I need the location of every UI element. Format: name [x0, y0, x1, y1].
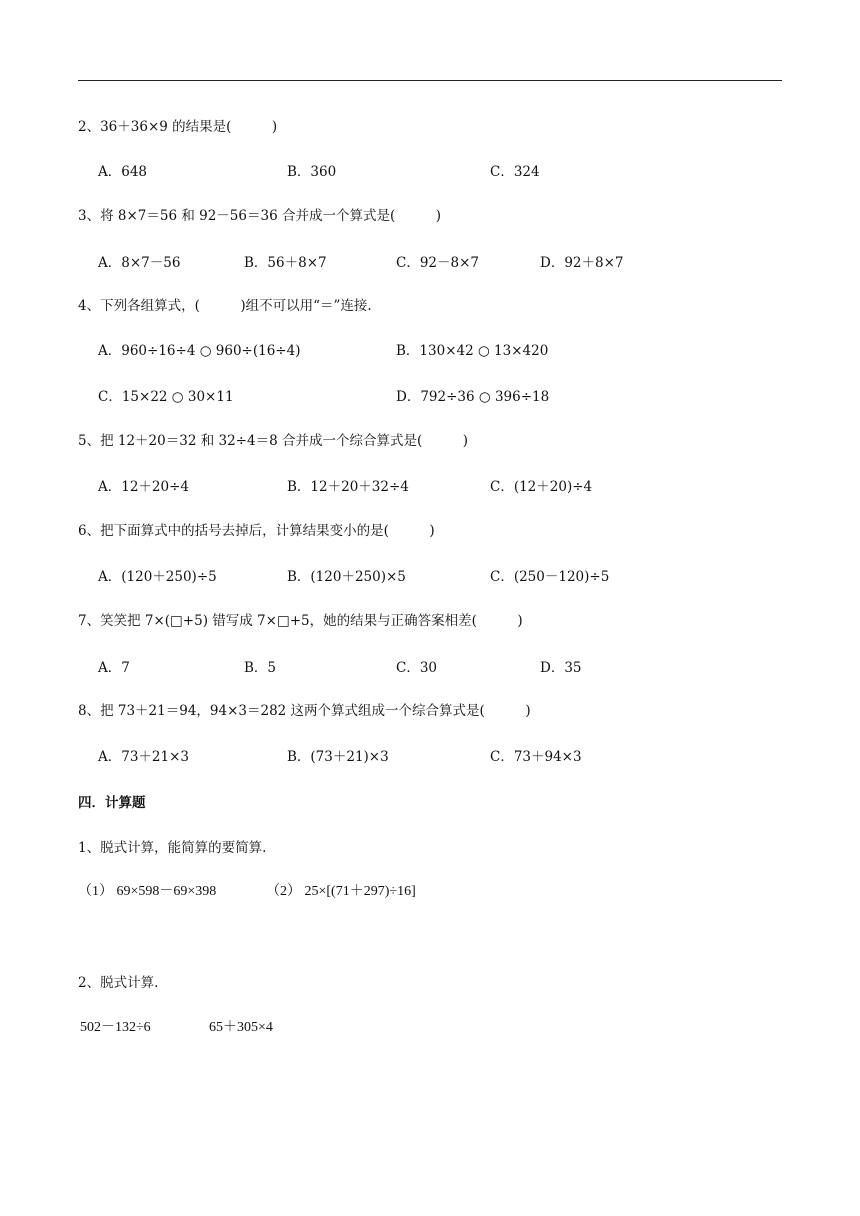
question-2-option-a[interactable]: A．648 — [98, 164, 148, 180]
calc-2-expr-2: 65＋305×4 — [209, 1020, 273, 1035]
question-4-option-b[interactable]: B．130×42 ○ 13×420 — [396, 343, 549, 359]
calc-2-stem: 2、脱式计算. — [78, 975, 159, 991]
question-8-option-a[interactable]: A．73＋21×3 — [98, 749, 190, 765]
question-4-option-c[interactable]: C．15×22 ○ 30×11 — [98, 389, 234, 405]
question-3-stem: 3、将 8×7＝56 和 92－56＝36 合并成一个算式是( ) — [78, 208, 441, 224]
question-7-option-d[interactable]: D．35 — [540, 660, 582, 676]
header-rule — [78, 80, 782, 81]
question-7-stem: 7、笑笑把 7×(□+5) 错写成 7×□+5，她的结果与正确答案相差( ) — [78, 613, 523, 629]
question-7-option-c[interactable]: C．30 — [396, 660, 438, 676]
question-4-option-a[interactable]: A．960÷16÷4 ○ 960÷(16÷4) — [98, 343, 301, 359]
question-8-option-c[interactable]: C．73＋94×3 — [490, 749, 582, 765]
question-6-option-c[interactable]: C．(250－120)÷5 — [490, 569, 610, 585]
question-3-option-c[interactable]: C．92－8×7 — [396, 255, 479, 271]
question-5-option-c[interactable]: C．(12＋20)÷4 — [490, 479, 593, 495]
section-title: 四．计算题 — [78, 795, 146, 811]
question-7-option-b[interactable]: B．5 — [244, 660, 277, 676]
question-5-option-b[interactable]: B．12＋20＋32÷4 — [287, 479, 409, 495]
question-8-option-b[interactable]: B．(73＋21)×3 — [287, 749, 389, 765]
question-2-stem: 2、36＋36×9 的结果是( ) — [78, 119, 278, 135]
question-5-option-a[interactable]: A．12＋20÷4 — [98, 479, 190, 495]
question-4-stem: 4、下列各组算式，( )组不可以用“＝”连接. — [78, 298, 372, 314]
question-2-option-b[interactable]: B．360 — [287, 164, 337, 180]
calc-1-expr-1: （1） 69×598－69×398 — [78, 884, 217, 899]
calc-1-expr-2: （2） 25×[(71＋297)÷16] — [266, 884, 416, 899]
calc-1-stem: 1、脱式计算，能简算的要简算. — [78, 840, 267, 856]
question-6-option-a[interactable]: A．(120＋250)÷5 — [98, 569, 217, 585]
question-5-stem: 5、把 12＋20＝32 和 32÷4＝8 合并成一个综合算式是( ) — [78, 433, 468, 449]
question-7-option-a[interactable]: A．7 — [98, 660, 130, 676]
question-2-option-c[interactable]: C．324 — [490, 164, 540, 180]
question-8-stem: 8、把 73＋21＝94，94×3＝282 这两个算式组成一个综合算式是( ) — [78, 703, 531, 719]
question-3-option-b[interactable]: B．56＋8×7 — [244, 255, 327, 271]
question-4-option-d[interactable]: D．792÷36 ○ 396÷18 — [396, 389, 550, 405]
question-3-option-d[interactable]: D．92＋8×7 — [540, 255, 624, 271]
question-6-option-b[interactable]: B．(120＋250)×5 — [287, 569, 406, 585]
question-3-option-a[interactable]: A．8×7－56 — [98, 255, 181, 271]
calc-2-expr-1: 502－132÷6 — [80, 1020, 151, 1035]
question-6-stem: 6、把下面算式中的括号去掉后，计算结果变小的是( ) — [78, 523, 435, 539]
